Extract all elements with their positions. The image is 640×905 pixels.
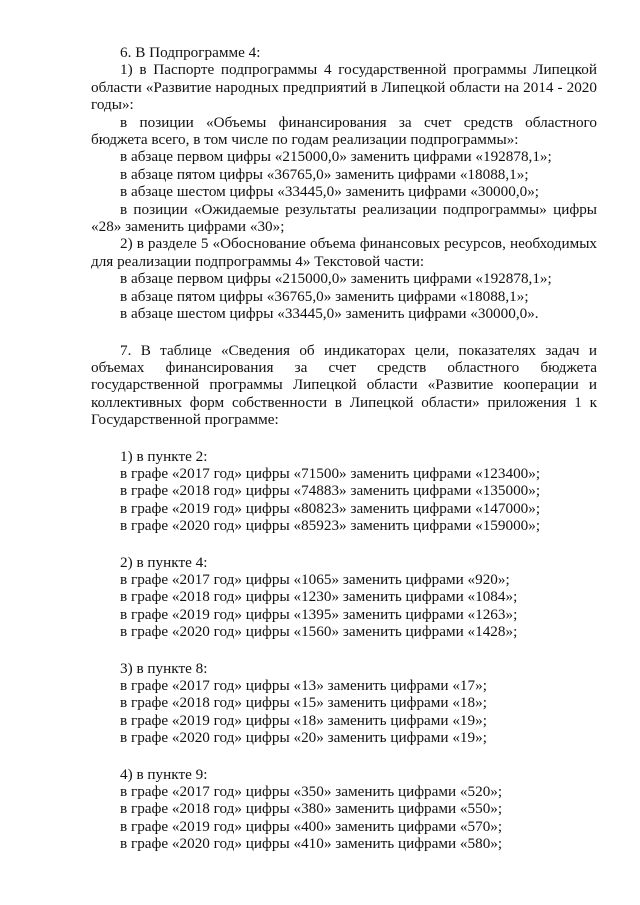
item-line: в графе «2018 год» цифры «74883» заменить цифрами «135000»; [120, 482, 541, 500]
item-line: в графе «2017 год» цифры «13» заменить цифрами «17»; [120, 677, 487, 694]
spacer [91, 641, 597, 660]
item-line: в графе «2017 год» цифры «71500» заменить цифрами «123400»; [120, 464, 541, 482]
section-6-line-4: в абзаце первом цифры «215000,0» заменить цифрами «192878,1»; [120, 270, 552, 288]
item-line: в графе «2019 год» цифры «80823» заменить цифрами «147000»; [120, 499, 541, 517]
section-6-paragraph-4: 2) в разделе 5 «Обоснование объема финансовых ресурсов, необходимых для реализации подпрограммы 4» Текстовой части: [91, 235, 597, 270]
spacer [91, 747, 597, 766]
section-6-line-5: в абзаце пятом цифры «36765,0» заменить цифрами «18088,1»; [120, 287, 529, 305]
item-heading: 1) в пункте 2: [120, 447, 208, 465]
item-heading: 4) в пункте 9: [120, 765, 208, 783]
section-6-paragraph-2: в позиции «Объемы финансирования за счет средств областного бюджета всего, в том числе по годам реализации подпрограммы»: [91, 113, 597, 149]
item-line: в графе «2020 год» цифры «410» заменить цифрами «580»; [120, 835, 503, 853]
section-7-intro: 7. В таблице «Сведения об индикаторах цели, показателях задач и объемах финансирования за счет средств областного бюджета государственной программы Липецкой области «Развитие кооперации и коллективных форм собственности в Липецкой области» приложения 1 к Государственной программе: [91, 341, 597, 429]
section-6-title: 6. В Подпрограмме 4: [120, 44, 261, 61]
item-line: в графе «2019 год» цифры «18» заменить цифрами «19»; [120, 711, 487, 729]
section-6-paragraph-3: в позиции «Ожидаемые результаты реализации подпрограммы» цифры «28» заменить цифрами «30»; [91, 200, 597, 236]
section-6-line-3: в абзаце шестом цифры «33445,0» заменить цифрами «30000,0»; [120, 183, 540, 201]
section-6-line-6: в абзаце шестом цифры «33445,0» заменить цифрами «30000,0». [120, 305, 539, 323]
item-line: в графе «2019 год» цифры «1395» заменить цифрами «1263»; [120, 605, 518, 623]
item-line: в графе «2020 год» цифры «20» заменить цифрами «19»; [120, 729, 487, 747]
spacer [91, 429, 597, 448]
section-7-item-2 [91, 554, 597, 641]
item-heading: 3) в пункте 8: [120, 659, 208, 677]
section-6-paragraph-1: 1) в Паспорте подпрограммы 4 государственной программы Липецкой области «Развитие народных предприятий в Липецкой области на 2014 - 2020 годы»: [91, 61, 597, 114]
item-line: в графе «2018 год» цифры «380» заменить цифрами «550»; [120, 800, 503, 818]
section-7-item-3 [91, 660, 597, 747]
item-line: в графе «2017 год» цифры «350» заменить цифрами «520»; [120, 783, 503, 801]
item-line: в графе «2017 год» цифры «1065» заменить цифрами «920»; [120, 570, 510, 588]
item-line: в графе «2018 год» цифры «1230» заменить цифрами «1084»; [120, 588, 518, 606]
item-line: в графе «2020 год» цифры «1560» заменить цифрами «1428»; [120, 623, 518, 641]
section-6-line-1: в абзаце первом цифры «215000,0» заменить цифрами «192878,1»; [120, 148, 552, 166]
document-page [91, 44, 597, 853]
spacer [91, 535, 597, 554]
item-heading: 2) в пункте 4: [120, 553, 208, 571]
item-line: в графе «2019 год» цифры «400» заменить цифрами «570»; [120, 817, 503, 835]
section-6-line-2: в абзаце пятом цифры «36765,0» заменить цифрами «18088,1»; [120, 165, 529, 183]
item-line: в графе «2020 год» цифры «85923» заменить цифрами «159000»; [120, 517, 541, 535]
item-line: в графе «2018 год» цифры «15» заменить цифрами «18»; [120, 694, 487, 712]
spacer [91, 323, 597, 342]
section-7-item-1 [91, 448, 597, 535]
section-7-item-4 [91, 766, 597, 853]
